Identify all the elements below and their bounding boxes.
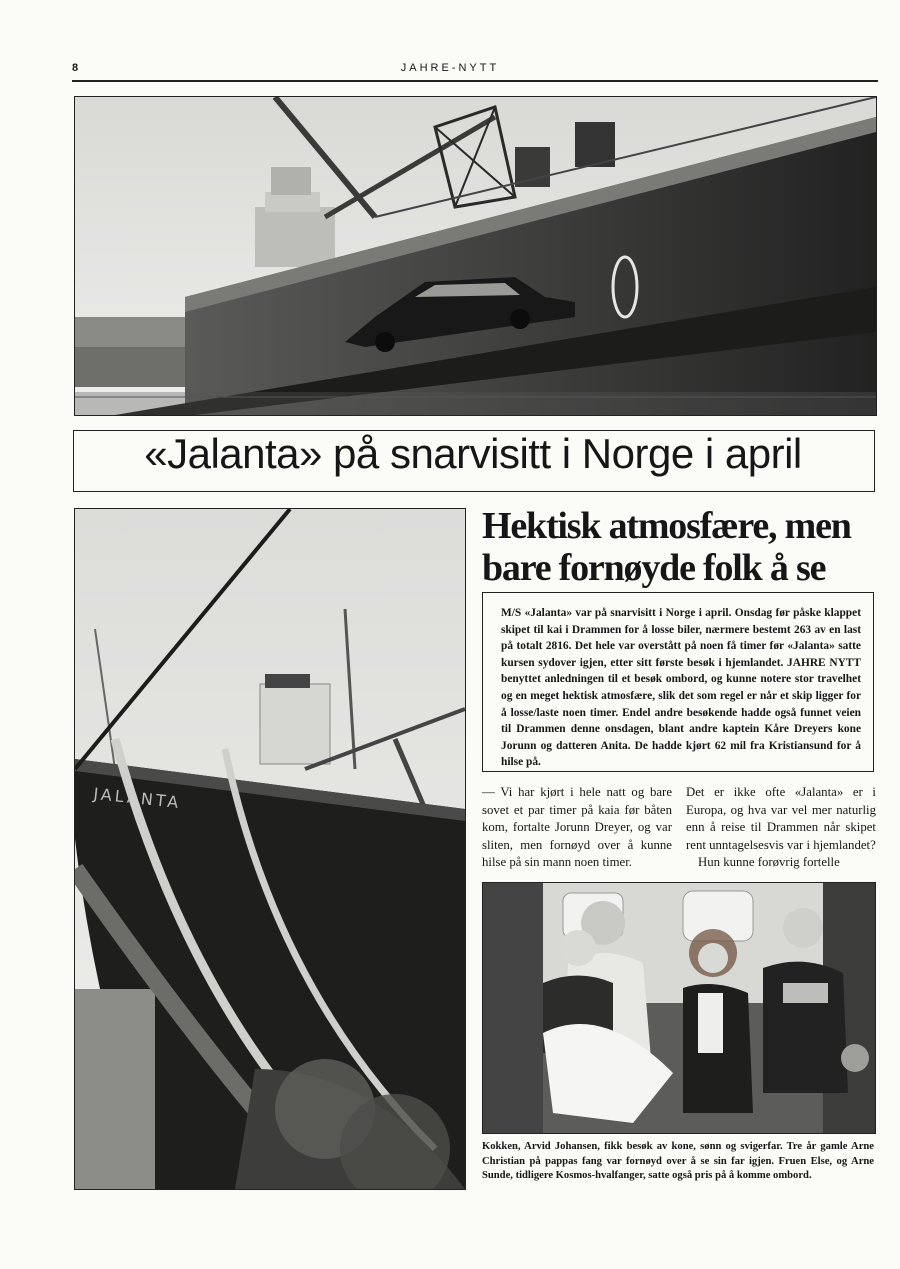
intro-text: M/S «Jalanta» var på snarvisitt i Norge i april. Onsdag før påske klappet skipet til kai i Drammen for å losse biler, nærmere bestemt 263 av en last på totalt 2816. Det hele var overstått på noen få timer før «Jalanta» satte kursen sydover igjen, etter sitt første besøk i hjemlandet. JAHRE NYTT benyttet anledningen til et besøk ombord, og kunne notere stor travelhet og en meget hektisk atmosfære, slik det som regel er når et skip ligger for å losse/laste noen timer. Endel andre besøkende hadde også funnet veien til Drammen denne onsdagen, blant andre kaptein Kåre Dreyers kone Jorunn og datteren Anita. De hadde kjørt 62 mil fra Kristiansund for å hilse på. [501, 607, 861, 769]
headline: «Jalanta» på snarvisitt i Norge i april [144, 430, 802, 477]
subheadline: Hektisk atmosfære, men bare fornøyde folk å se [482, 505, 851, 589]
photo-ship-bow [74, 508, 466, 1190]
body-column-right [686, 784, 876, 872]
photo-family-visit [482, 882, 876, 1134]
ship-name-lettering: JALANTA [92, 784, 183, 813]
body-paragraph: — Vi har kjørt i hele natt og bare sovet et par timer på kaia før båten kom, fortalte Jorunn Dreyer, og var sliten, men fornøyd over å kunne hilse på sin mann noen timer. [482, 785, 672, 870]
photo-ship-unloading [74, 96, 877, 416]
body-column-left [482, 784, 672, 872]
page-number: 8 [72, 62, 79, 74]
photo-caption: Kokken, Arvid Johansen, fikk besøk av kone, sønn og svigerfar. Tre år gamle Arne Christian på pappas fang var fornøyd over å se sin far igjen. Fruen Else, og Arne Sunde, tidligere Kosmos-hvalfanger, satte også pris på å komme ombord. [482, 1141, 874, 1182]
publication-title: JAHRE-NYTT [400, 62, 500, 74]
intro-box [482, 592, 874, 772]
body-paragraph: Hun kunne forøvrig fortelle [698, 855, 840, 870]
header-rule [72, 80, 878, 82]
body-paragraph: Det er ikke ofte «Jalanta» er i Europa, og hva var vel mer naturlig enn å reise til Drammen når skipet rent unntagelsesvis var i hjemlandet? [686, 785, 876, 852]
